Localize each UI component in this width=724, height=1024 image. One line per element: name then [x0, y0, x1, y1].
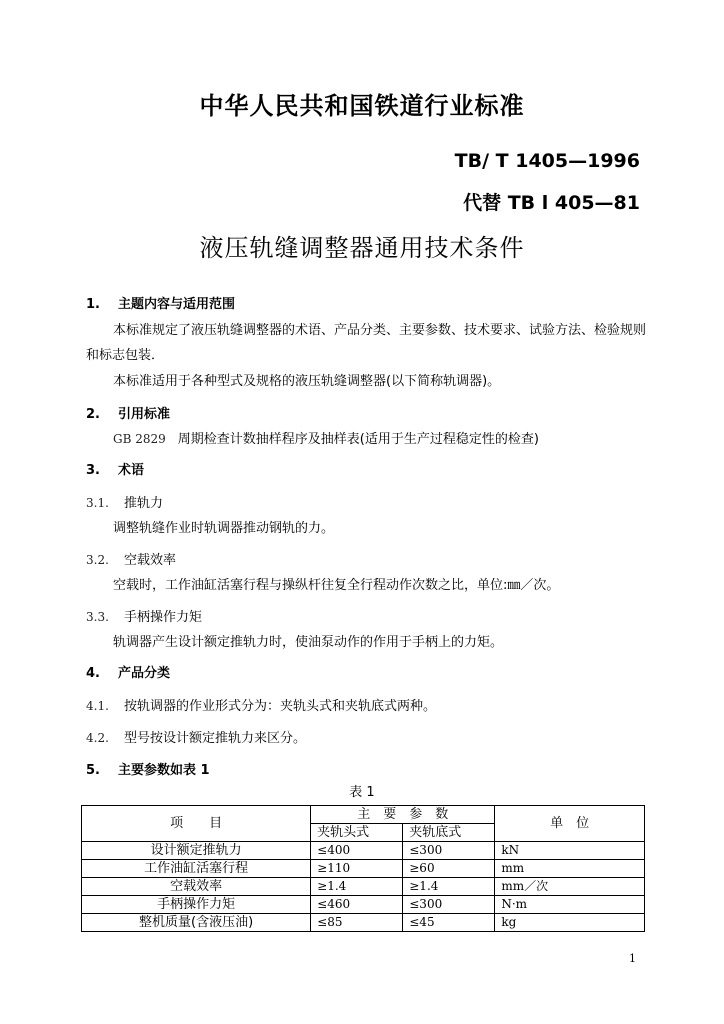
term-name: 手柄操作力矩 — [124, 610, 203, 625]
row-item: 工作油缸活塞行程 — [82, 860, 311, 878]
subheader-rail-head-clamp: 夹轨头式 — [311, 824, 403, 842]
section-title: 术语 — [118, 463, 145, 478]
section-3-heading — [86, 459, 144, 478]
document-title: 液压轨缝调整器通用技术条件 — [199, 234, 525, 262]
subheader-rail-base-clamp: 夹轨底式 — [403, 824, 495, 842]
term-number: 3.1. — [86, 496, 109, 510]
row-unit: mm／次 — [495, 878, 645, 896]
term-heading — [86, 549, 176, 568]
paragraph: 本标准适用于各种型式及规格的液压轨缝调整器(以下简称轨调器)。 — [113, 374, 501, 389]
row-unit: mm — [495, 860, 645, 878]
item-number: 4.1. — [86, 699, 109, 713]
item-text: 按轨调器的作业形式分为：夹轨头式和夹轨底式两种。 — [124, 699, 437, 714]
table-row — [82, 860, 645, 878]
row-value-b: ≥60 — [403, 860, 495, 878]
parameters-table — [81, 805, 645, 932]
section-title: 引用标准 — [118, 407, 171, 422]
term-name: 推轨力 — [124, 496, 164, 511]
standard-organization-title: 中华人民共和国铁道行业标准 — [199, 92, 525, 120]
section-4-heading — [86, 662, 170, 681]
row-value-a: ≥110 — [311, 860, 403, 878]
row-value-a: ≤85 — [311, 914, 403, 932]
term-heading — [86, 606, 202, 625]
row-unit: kg — [495, 914, 645, 932]
term-definition: 空载时，工作油缸活塞行程与操纵杆往复全行程动作次数之比，单位:㎜／次。 — [113, 578, 560, 593]
reference-code: GB 2829 — [113, 432, 166, 446]
replaces-standard: 代替 TB l 405—81 — [463, 192, 640, 214]
section-5-heading — [86, 759, 210, 778]
reference-text: 周期检查计数抽样程序及抽样表(适用于生产过程稳定性的检查) — [177, 432, 539, 447]
row-value-b: ≥1.4 — [403, 878, 495, 896]
header-unit: 单 位 — [495, 806, 645, 842]
reference-line — [113, 428, 539, 447]
table-row — [82, 896, 645, 914]
page-number: 1 — [629, 952, 636, 965]
section-title: 主要参数如表 1 — [118, 763, 210, 778]
row-value-b: ≤45 — [403, 914, 495, 932]
paragraph: 和标志包装． — [86, 348, 165, 363]
list-item — [86, 727, 306, 746]
row-value-a: ≤400 — [311, 842, 403, 860]
section-number: 2. — [86, 407, 100, 422]
table-caption: 表 1 — [349, 785, 375, 800]
term-heading — [86, 492, 163, 511]
section-number: 4. — [86, 666, 100, 681]
row-value-a: ≤460 — [311, 896, 403, 914]
header-item: 项 目 — [82, 806, 311, 842]
table-header-row — [82, 806, 645, 824]
term-definition: 调整轨缝作业时轨调器推动钢轨的力。 — [113, 521, 335, 536]
item-number: 4.2. — [86, 731, 109, 745]
term-definition: 轨调器产生设计额定推轨力时，使油泵动作的作用于手柄上的力矩。 — [113, 635, 504, 650]
row-value-b: ≤300 — [403, 842, 495, 860]
term-number: 3.2. — [86, 553, 109, 567]
paragraph: 本标准规定了液压轨缝调整器的术语、产品分类、主要参数、技术要求、试验方法、检验规则 — [113, 323, 647, 338]
row-item: 手柄操作力矩 — [82, 896, 311, 914]
row-item: 设计额定推轨力 — [82, 842, 311, 860]
row-unit: kN — [495, 842, 645, 860]
standard-number: TB/ T 1405—1996 — [454, 150, 640, 172]
section-title: 主题内容与适用范围 — [118, 297, 236, 312]
table-row — [82, 878, 645, 896]
header-main-params: 主 要 参 数 — [311, 806, 495, 824]
term-number: 3.3. — [86, 610, 109, 624]
row-value-a: ≥1.4 — [311, 878, 403, 896]
row-item: 空载效率 — [82, 878, 311, 896]
section-title: 产品分类 — [118, 666, 171, 681]
section-2-heading — [86, 403, 170, 422]
table-row — [82, 842, 645, 860]
section-number: 5. — [86, 763, 100, 778]
row-unit: N·m — [495, 896, 645, 914]
item-text: 型号按设计额定推轨力来区分。 — [124, 731, 307, 746]
term-name: 空载效率 — [124, 553, 177, 568]
section-number: 1. — [86, 297, 100, 312]
table-row — [82, 914, 645, 932]
row-item: 整机质量(含液压油) — [82, 914, 311, 932]
section-1-heading — [86, 293, 235, 312]
section-number: 3. — [86, 463, 100, 478]
list-item — [86, 695, 436, 714]
row-value-b: ≤300 — [403, 896, 495, 914]
